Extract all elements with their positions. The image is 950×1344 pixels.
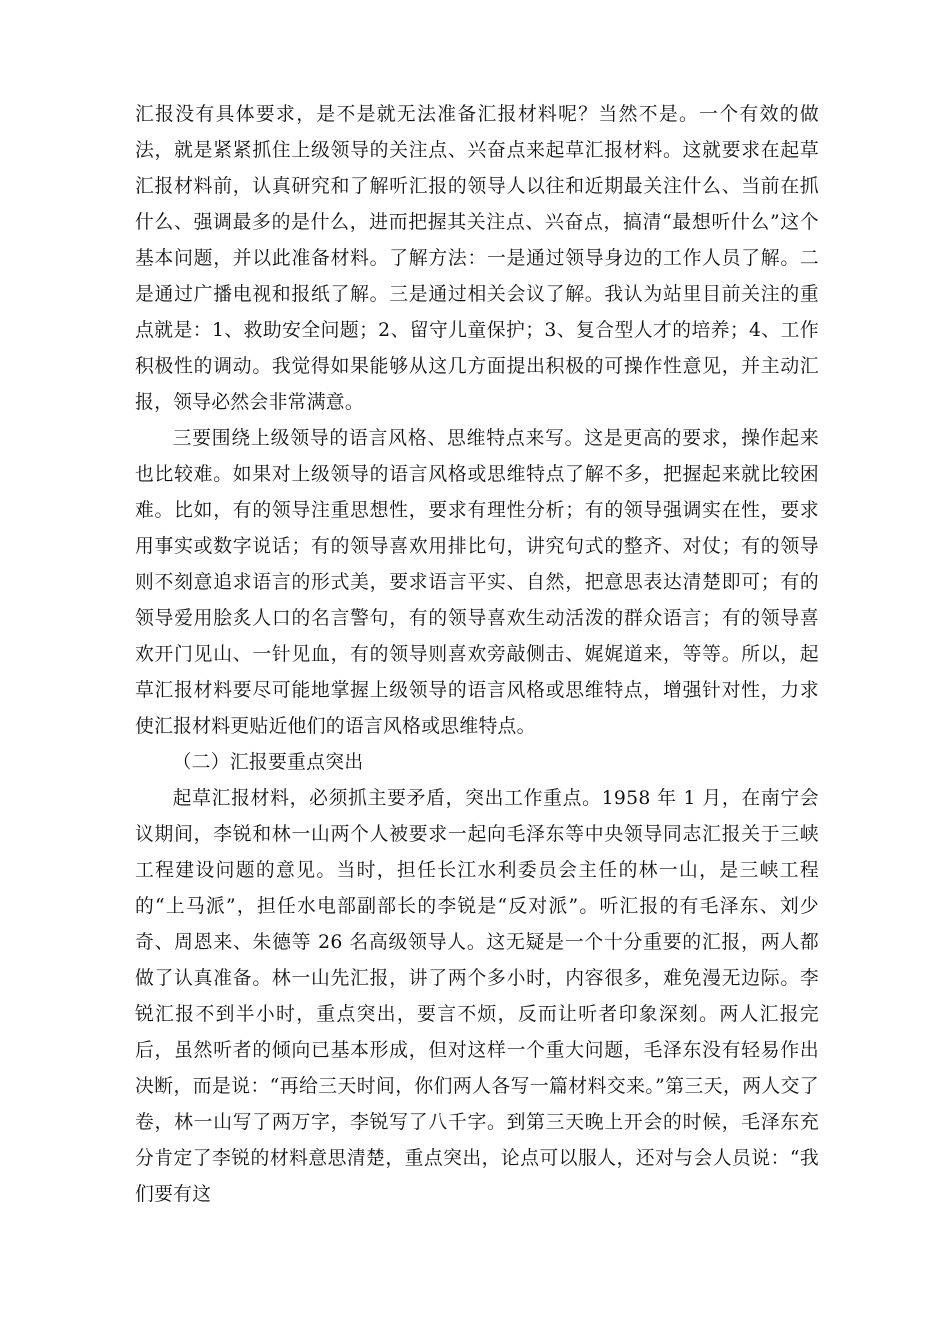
paragraph-language-style: 三要围绕上级领导的语言风格、思维特点来写。这是更高的要求，操作起来也比较难。如果对上级领导的语言风格或思维特点了解不多，把握起来就比较困难。比如，有的领导注重思想性，要求有理性分析；有的领导强调实在性，要求用事实或数字说话；有的领导喜欢用排比句，讲究句式的整齐、对仗；有的领导则不刻意追求语言的形式美，要求语言平实、自然，把意思表达清楚即可；有的领导爱用脍炙人口的名言警句，有的领导喜欢生动活泼的群众语言；有的领导喜欢开门见山、一针见血，有的领导则喜欢旁敲侧击、娓娓道来，等等。所以，起草汇报材料要尽可能地掌握上级领导的语言风格或思维特点，增强针对性，力求使汇报材料更贴近他们的语言风格或思维特点。 bbox=[135, 428, 819, 737]
paragraph-report-preparation: 汇报没有具体要求，是不是就无法准备汇报材料呢？当然不是。一个有效的做法，就是紧紧抓住上级领导的关注点、兴奋点来起草汇报材料。这就要求在起草汇报材料前，认真研究和了解听汇报的领导人以往和近期最关注什么、当前在抓什么、强调最多的是什么，进而把握其关注点、兴奋点，搞清“最想听什么”这个基本问题，并以此准备材料。了解方法：一是通过领导身边的工作人员了解。二是通过广播电视和报纸了解。三是通过相关会议了解。我认为站里目前关注的重点就是：1、救助安全问题；2、留守儿童保护；3、复合型人才的培养；4、工作积极性的调动。我觉得如果能够从这几方面提出积极的可操作性意见，并主动汇报，领导必然会非常满意。 bbox=[135, 104, 819, 413]
document-body bbox=[135, 97, 819, 1213]
paragraph-nanning-meeting: 起草汇报材料，必须抓主要矛盾，突出工作重点。1958 年 1 月，在南宁会议期间，李锐和林一山两个人被要求一起向毛泽东等中央领导同志汇报关于三峡工程建设问题的意见。当时，担任长江水利委员会主任的林一山，是三峡工程的“上马派”，担任水电部副部长的李锐是“反对派”。听汇报的有毛泽东、刘少奇、周恩来、朱德等 26 名高级领导人。这无疑是一个十分重要的汇报，两人都做了认真准备。林一山先汇报，讲了两个多小时，内容很多，难免漫无边际。李锐汇报不到半小时，重点突出，要言不烦，反而让听者印象深刻。两人汇报完后，虽然听者的倾向已基本形成，但对这样一个重大问题，毛泽东没有轻易作出决断，而是说：“再给三天时间，你们两人各写一篇材料交来。”第三天，两人交了卷，林一山写了两万字，李锐写了八千字。到第三天晚上开会的时候，毛泽东充分肯定了李锐的材料意思清楚，重点突出，论点可以服人，还对与会人员说：“我们要有这 bbox=[135, 788, 819, 1205]
section-heading-key-points: （二）汇报要重点突出 bbox=[172, 752, 364, 773]
